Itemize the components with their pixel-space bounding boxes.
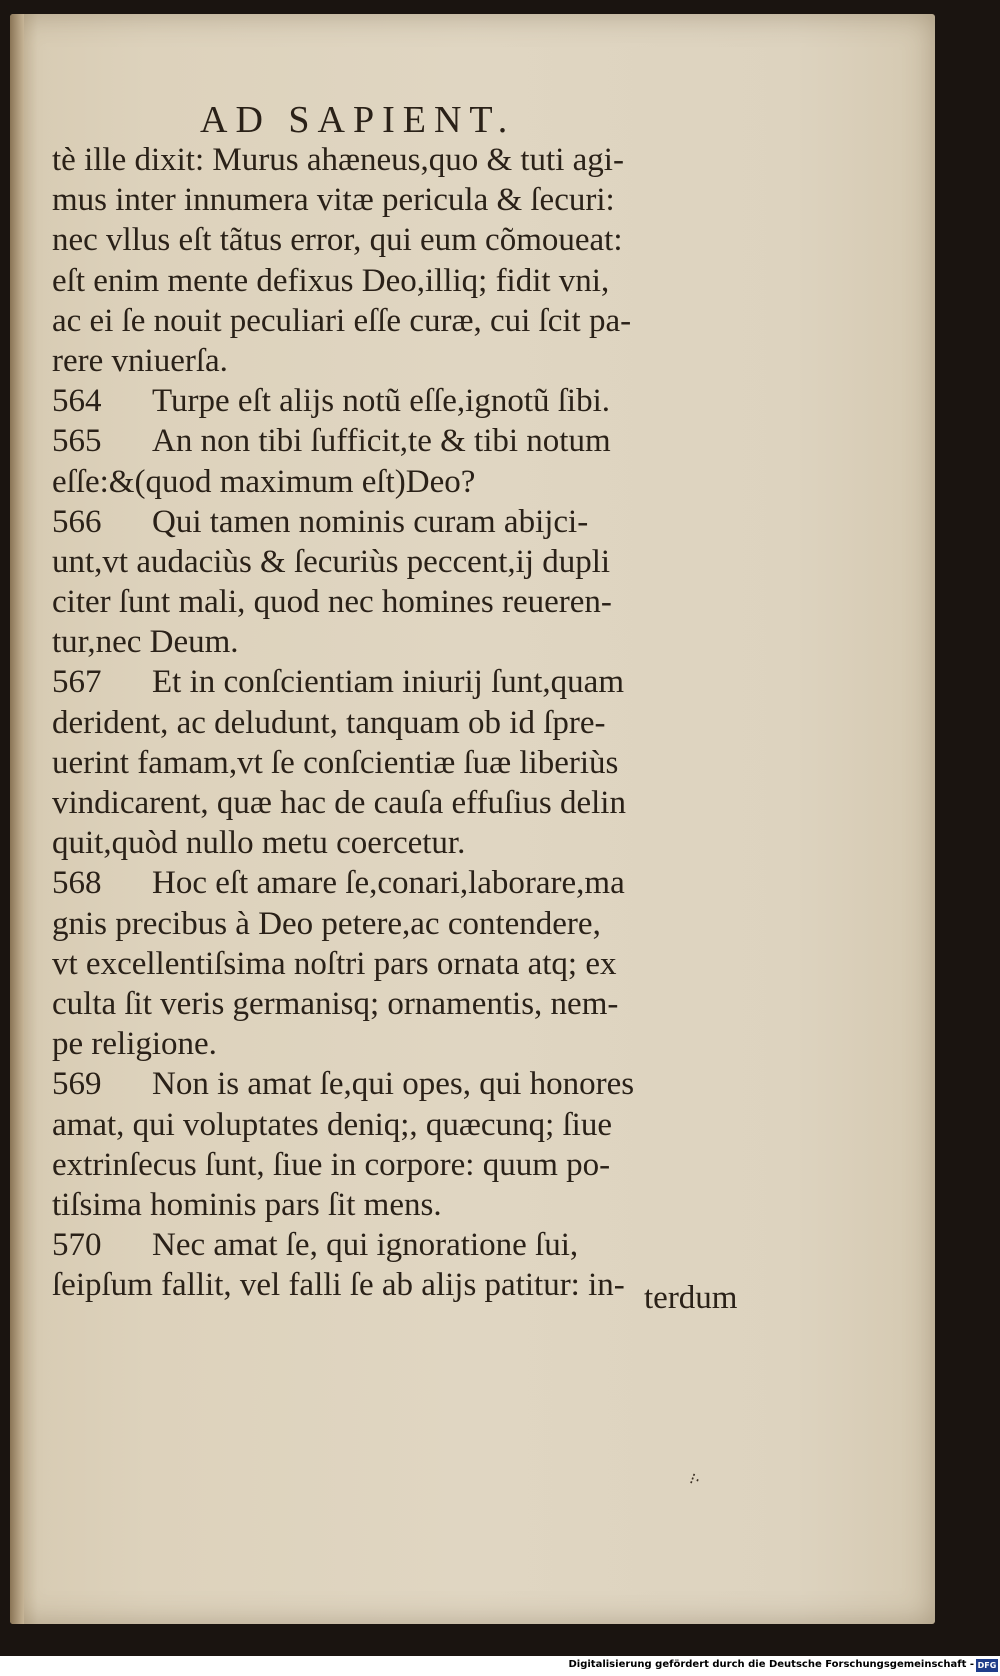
text-line [52, 1064, 772, 1104]
catchword: terdum [644, 1280, 738, 1316]
text-line [52, 904, 772, 944]
line-text: culta ſit veris germanisq; ornamentis, nem- [52, 985, 619, 1022]
text-line [52, 863, 772, 903]
text-line [52, 1145, 772, 1185]
dfg-logo: DFG [977, 1661, 997, 1670]
line-text: vindicarent, quæ hac de cauſa effuſius delin [52, 785, 626, 821]
text-line [52, 823, 772, 863]
line-text: rere vniuerſa. [52, 342, 228, 379]
text-line [52, 421, 772, 461]
text-line [52, 743, 772, 783]
text-line [52, 1024, 772, 1064]
line-text: tiſsima hominis pars ſit mens. [52, 1186, 442, 1223]
text-line [52, 542, 772, 582]
paragraph-number: 566 [52, 503, 102, 540]
text-line [52, 381, 772, 421]
text-line [52, 140, 772, 180]
line-text: amat, qui voluptates deniq;, quæcunq; ſiue [52, 1106, 612, 1143]
line-text: tur,nec Deum. [52, 624, 239, 661]
text-line [52, 984, 772, 1024]
line-text: pe religione. [52, 1026, 217, 1063]
running-head: AD SAPIENT. [200, 99, 516, 141]
text-line [52, 622, 772, 662]
text-line [52, 341, 772, 381]
line-text: Non is amat ſe,qui opes, qui honores [152, 1066, 635, 1103]
line-text: mus inter innumera vitæ pericula & ſecuri: [52, 182, 615, 219]
text-line [52, 220, 772, 260]
text-line [52, 1105, 772, 1145]
paragraph-number: 569 [52, 1066, 102, 1103]
line-text: gnis precibus à Deo petere,ac contendere, [52, 905, 601, 942]
text-line [52, 783, 772, 823]
line-text: Turpe eſt alijs notũ eſſe,ignotũ ſibi. [152, 383, 611, 420]
footer-bar [0, 1656, 1000, 1676]
text-line [52, 1185, 772, 1225]
line-text: unt,vt audaciùs & ſecuriùs peccent,ij dupli [52, 543, 611, 580]
paragraph-number: 564 [52, 383, 102, 420]
text-line [52, 703, 772, 743]
line-text: ac ei ſe nouit peculiari eſſe curæ, cui ſcit pa- [52, 302, 632, 339]
line-text: Qui tamen nominis curam abijci- [152, 503, 589, 540]
line-text: vt excellentiſsima noſtri pars ornata atq; ex [52, 945, 617, 982]
line-text: citer ſunt mali, quod nec homines reueren- [52, 584, 612, 621]
line-text: eſt enim mente defixus Deo,illiq; fidit vni, [52, 262, 610, 299]
page-edge [10, 14, 24, 1624]
text-block [52, 140, 772, 1305]
text-line [52, 301, 772, 341]
text-line [52, 180, 772, 220]
line-text: nec vllus eſt tãtus error, qui eum cõmoueat: [52, 222, 623, 259]
line-text: tè ille dixit: Murus ahæneus,quo & tuti agi- [52, 142, 624, 178]
line-text: Hoc eſt amare ſe,conari,laborare,ma [152, 865, 625, 902]
text-line [52, 261, 772, 301]
line-text: Et in conſcientiam iniurij ſunt,quam [152, 664, 624, 701]
line-text: An non tibi ſufficit,te & tibi notum [152, 423, 611, 460]
paragraph-number: 568 [52, 865, 102, 902]
text-line [52, 662, 772, 702]
line-text: eſſe:&(quod maximum eſt)Deo? [52, 463, 476, 500]
text-line [52, 582, 772, 622]
text-line [52, 502, 772, 542]
text-line [52, 462, 772, 502]
page-mark: ⁝· [687, 1468, 704, 1491]
paragraph-number: 570 [52, 1227, 102, 1264]
line-text: Nec amat ſe, qui ignoratione ſui, [152, 1227, 579, 1264]
paragraph-number: 567 [52, 664, 102, 701]
line-text: derident, ac deludunt, tanquam ob id ſpre- [52, 704, 606, 741]
text-line [52, 944, 772, 984]
text-line [52, 1225, 772, 1265]
line-text: uerint famam,vt ſe conſcientiæ ſuæ liberiùs [52, 744, 619, 781]
paragraph-number: 565 [52, 423, 102, 460]
line-text: extrinſecus ſunt, ſiue in corpore: quum po- [52, 1146, 611, 1183]
line-text: quit,quòd nullo metu coercetur. [52, 825, 466, 862]
line-text: ſeipſum fallit, vel falli ſe ab alijs patitur: in- [52, 1267, 625, 1304]
footer-credit: Digitalisierung gefördert durch die Deutsche Forschungsgemeinschaft - [568, 1659, 974, 1670]
